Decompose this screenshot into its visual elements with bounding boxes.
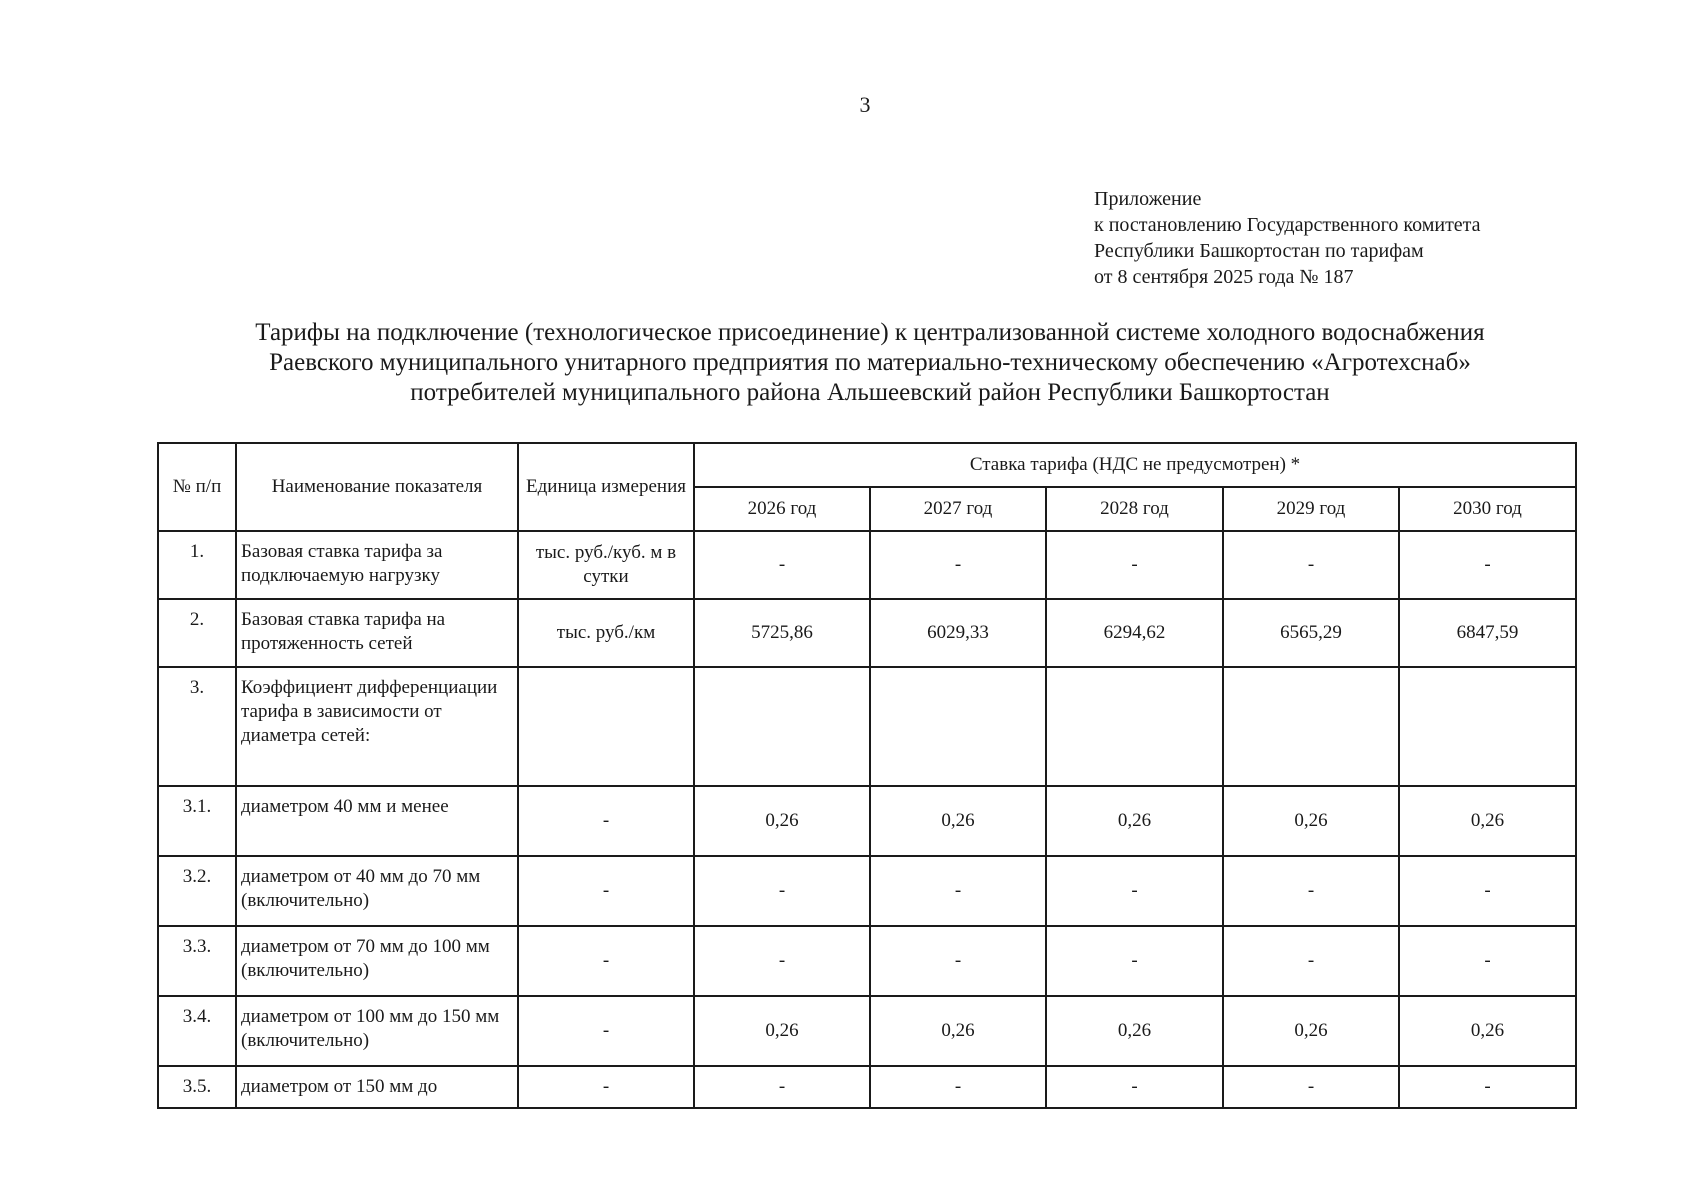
row-number: 3.1. — [158, 786, 236, 856]
row-number: 3.3. — [158, 926, 236, 996]
header-number: № п/п — [158, 443, 236, 531]
row-value: - — [1223, 1066, 1399, 1108]
row-unit — [518, 667, 694, 786]
row-unit: - — [518, 996, 694, 1066]
row-name: диаметром от 100 мм до 150 мм (включительно) — [236, 996, 518, 1066]
row-name: диаметром от 70 мм до 100 мм (включительно) — [236, 926, 518, 996]
row-name: диаметром от 150 мм до — [236, 1066, 518, 1108]
row-value — [1223, 667, 1399, 786]
row-value — [870, 667, 1046, 786]
table-row — [158, 786, 1576, 856]
row-unit: тыс. руб./куб. м в сутки — [518, 531, 694, 599]
row-name: диаметром 40 мм и менее — [236, 786, 518, 856]
row-value: 6029,33 — [870, 599, 1046, 667]
row-value: 0,26 — [870, 786, 1046, 856]
title-line: потребителей муниципального района Альшеевский район Республики Башкортостан — [410, 379, 1330, 406]
row-value: 0,26 — [694, 996, 870, 1066]
row-value: - — [1046, 856, 1223, 926]
row-number: 3.4. — [158, 996, 236, 1066]
row-number: 3. — [158, 667, 236, 786]
row-value: - — [694, 1066, 870, 1108]
row-unit: - — [518, 926, 694, 996]
row-value: - — [1223, 856, 1399, 926]
row-value — [694, 667, 870, 786]
row-value: - — [870, 531, 1046, 599]
title-line: Раевского муниципального унитарного предприятия по материально-техническому обеспечению «Агротехснаб» — [269, 349, 1471, 376]
title-line: Тарифы на подключение (технологическое присоединение) к централизованной системе холодного водоснабжения — [255, 319, 1485, 346]
row-unit: тыс. руб./км — [518, 599, 694, 667]
appendix-line: Приложение — [1094, 188, 1202, 210]
row-unit: - — [518, 856, 694, 926]
row-value: - — [1223, 926, 1399, 996]
row-value: - — [1399, 531, 1576, 599]
appendix-line: от 8 сентября 2025 года № 187 — [1094, 266, 1354, 288]
row-value: 0,26 — [1223, 996, 1399, 1066]
row-value: - — [694, 531, 870, 599]
table-row — [158, 926, 1576, 996]
table-row — [158, 1066, 1576, 1108]
row-value: - — [1046, 926, 1223, 996]
table-header-row — [158, 443, 1576, 487]
header-year: 2026 год — [694, 487, 870, 531]
row-value: 0,26 — [1046, 996, 1223, 1066]
row-name: Коэффициент дифференциации тарифа в зависимости от диаметра сетей: — [236, 667, 518, 786]
row-value: 0,26 — [1399, 996, 1576, 1066]
row-name: Базовая ставка тарифа за подключаемую нагрузку — [236, 531, 518, 599]
row-value: - — [1399, 1066, 1576, 1108]
row-name: диаметром от 40 мм до 70 мм (включительно) — [236, 856, 518, 926]
appendix-block — [1094, 186, 1481, 290]
header-name: Наименование показателя — [236, 443, 518, 531]
row-value: - — [870, 926, 1046, 996]
appendix-line: Республики Башкортостан по тарифам — [1094, 240, 1424, 262]
row-number: 3.5. — [158, 1066, 236, 1108]
row-value: - — [694, 926, 870, 996]
row-value: - — [694, 856, 870, 926]
row-value: - — [1046, 1066, 1223, 1108]
header-rate: Ставка тарифа (НДС не предусмотрен) * — [694, 443, 1576, 487]
header-year: 2028 год — [1046, 487, 1223, 531]
row-value: 6294,62 — [1046, 599, 1223, 667]
row-value: 0,26 — [870, 996, 1046, 1066]
header-unit: Единица измерения — [518, 443, 694, 531]
row-value: - — [870, 856, 1046, 926]
row-value: - — [870, 1066, 1046, 1108]
row-value: 5725,86 — [694, 599, 870, 667]
table-row — [158, 599, 1576, 667]
page-number: 3 — [859, 92, 871, 117]
row-number: 3.2. — [158, 856, 236, 926]
table-row — [158, 996, 1576, 1066]
appendix-line: к постановлению Государственного комитета — [1094, 214, 1481, 236]
row-value: 0,26 — [1399, 786, 1576, 856]
document-title — [150, 318, 1590, 408]
row-number: 1. — [158, 531, 236, 599]
row-value — [1399, 667, 1576, 786]
row-number: 2. — [158, 599, 236, 667]
row-value: - — [1399, 926, 1576, 996]
row-value: 0,26 — [1046, 786, 1223, 856]
row-value — [1046, 667, 1223, 786]
row-unit: - — [518, 1066, 694, 1108]
table-row — [158, 856, 1576, 926]
row-value: - — [1046, 531, 1223, 599]
row-value: 6565,29 — [1223, 599, 1399, 667]
table-row — [158, 667, 1576, 786]
row-name: Базовая ставка тарифа на протяженность сетей — [236, 599, 518, 667]
table-row — [158, 531, 1576, 599]
row-value: - — [1223, 531, 1399, 599]
header-year: 2030 год — [1399, 487, 1576, 531]
tariff-table — [157, 442, 1577, 1109]
row-value: 6847,59 — [1399, 599, 1576, 667]
row-value: 0,26 — [694, 786, 870, 856]
row-value: 0,26 — [1223, 786, 1399, 856]
header-year: 2029 год — [1223, 487, 1399, 531]
row-unit: - — [518, 786, 694, 856]
header-year: 2027 год — [870, 487, 1046, 531]
row-value: - — [1399, 856, 1576, 926]
